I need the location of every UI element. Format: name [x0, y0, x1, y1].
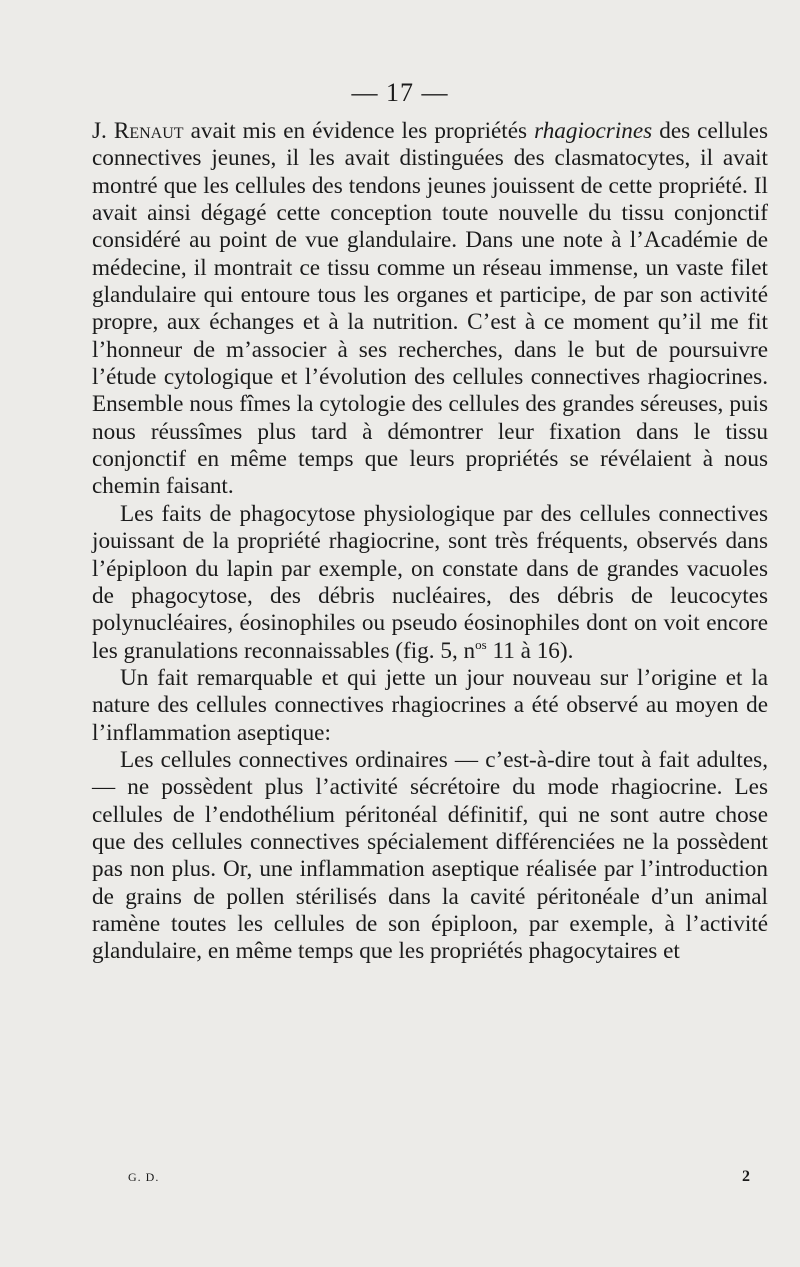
text-run: avait mis en évidence les propriétés [183, 118, 535, 144]
page-number: — 17 — [351, 78, 449, 107]
folio-number: 2 [742, 1168, 750, 1185]
text-run: des cellules connectives jeunes, il les avait distinguées des clasmatocytes, il avait montré que les cellules des tendons jeunes jouissent de cette propriété. Il avait ainsi dégagé cette conception toute nouvelle du tissu conjonctif considéré au point de vue glandulaire. Dans une note à l’Académie de médecine, il montrait ce tissu comme un réseau immense, un vaste filet glandulaire qui entoure tous les organes et participe, de par son activité propre, aux échanges et à la nutrition. C’est à ce moment qu’il me fit l’honneur de m’associer à ses recherches, dans le but de poursuivre l’étude cytologique et l’évolution des cellules connectives rhagiocrines. Ensemble nous fîmes la cytologie des cellules des grandes séreuses, puis nous réussîmes plus tard à démontrer leur fixation dans le tissu conjonctif en même temps que leurs propriétés se révélaient à nous chemin faisant. [92, 118, 768, 500]
text-run: 11 à 16). [486, 637, 574, 664]
paragraph-2 [92, 501, 768, 665]
paragraph-4 [92, 747, 768, 966]
superscript: os [475, 636, 487, 652]
text-run: Les faits de phagocytose physiologique par des cellules connectives jouissant de la propriété rhagiocrine, sont très fréquents, observés dans l’épiploon du lapin par exemple, on constate dans de grandes vacuoles de phagocytose, des débris nucléaires, des débris de leucocytes polynucléaires, éosinophiles ou pseudo éosinophiles dont on voit encore les granulations reconnaissables (fig. 5, n [92, 500, 768, 664]
paragraph-1 [92, 118, 768, 501]
text-run: J. [92, 118, 114, 144]
signature-mark: G. D. [128, 1170, 160, 1184]
body-text [92, 118, 768, 966]
paragraph-3 [92, 665, 768, 747]
author-name: Renaut [113, 118, 184, 144]
text-run: Un fait remarquable et qui jette un jour nouveau sur l’origine et la nature des cellules connectives rhagiocrines a été observé au moyen de l’inflammation aseptique: [92, 664, 768, 746]
italic-term: rhagiocrines [534, 118, 653, 144]
text-run: Les cellules connectives ordinaires — c’est-à-dire tout à fait adultes, — ne possèdent plus l’activité sécrétoire du mode rhagiocrine. Les cellules de l’endothélium péritonéal définitif, qui ne sont autre chose que des cellules connectives spécialement différenciées ne la possèdent pas non plus. Or, une inflammation aseptique réalisée par l’introduction de grains de pollen stérilisés dans la cavité péritonéale d’un animal ramène toutes les cellules de son épiploon, par exemple, à l’activité glandulaire, en même temps que les propriétés phagocytaires et [92, 746, 768, 965]
page-footer [128, 1168, 750, 1186]
